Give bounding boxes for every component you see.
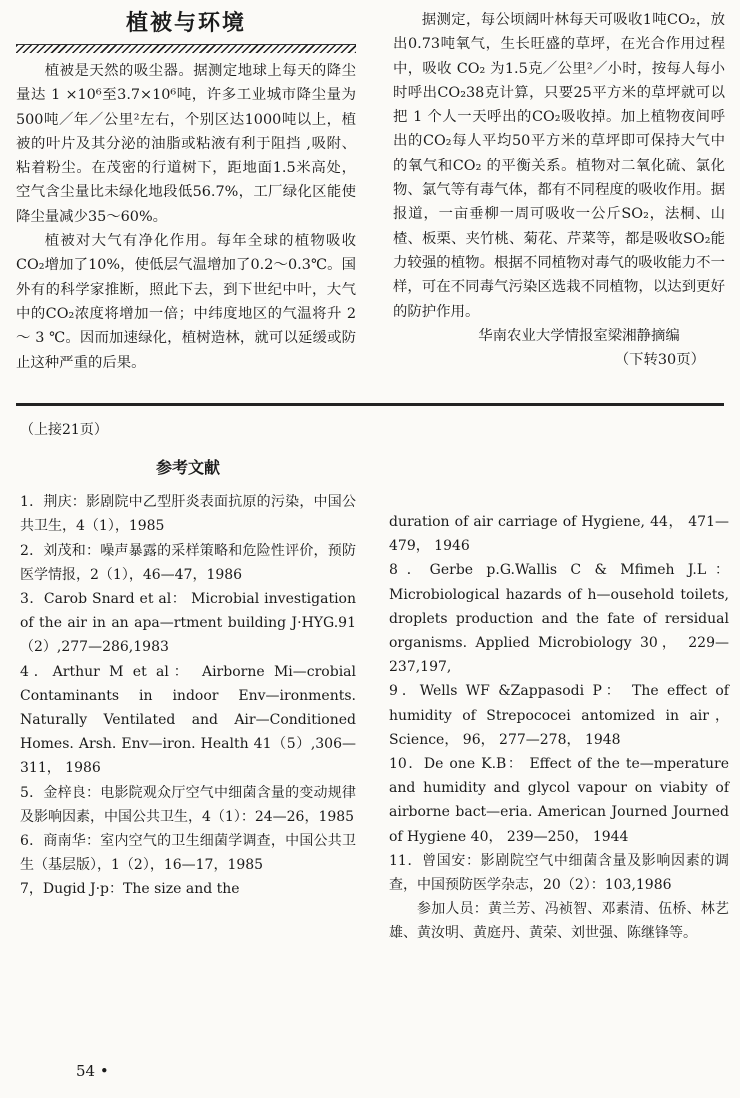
reference-item: 2．刘茂和：噪声暴露的采样策略和危险性评价，预防医学情报，2（1），46—47，1986	[20, 542, 356, 583]
article-title: 植被与环境	[125, 11, 246, 36]
reference-item: 6．商南华：室内空气的卫生细菌学调查，中国公共卫生（基层版），1（2），16—17，1985	[20, 833, 356, 874]
article-signature: 华南农业大学情报室梁湘静摘编	[478, 327, 680, 344]
article-paragraph: 植被对大气有净化作用。每年全球的植物吸收CO₂增加了10%，使低层气温增加了0.2～0.3℃。国外有的科学家推断，照此下去，到下世纪中叶，大气中的CO₂浓度将增加一倍；中纬度地区的气温将升 2 ～ 3 ℃。因而加速绿化，植树造林，就可以延缓或防止这种严重的后果。	[16, 233, 356, 371]
section-divider	[16, 403, 724, 406]
article-left-column	[16, 8, 356, 375]
references-left-column	[20, 418, 356, 902]
reference-item: 1．荆庆：影剧院中乙型肝炎表面抗原的污染，中国公共卫生，4（1），1985	[20, 494, 356, 535]
reference-item: 7，Dugid J·p：The size and the	[20, 881, 240, 898]
continued-from-note: （上接21页）	[20, 422, 108, 438]
reference-item: duration of air carriage of Hygiene, 44， 471—479， 1946	[389, 514, 729, 555]
reference-item: 11．曾国安：影剧院空气中细菌含量及影响因素的调查，中国预防医学杂志，20（2）：103,1986	[389, 852, 729, 894]
article-right-column	[393, 8, 725, 372]
title-ornament-divider	[16, 44, 356, 53]
article-paragraph: 植被是天然的吸尘器。据测定地球上每天的降尘量达 1 ×10⁶至3.7×10⁶吨，许多工业城市降尘量为500吨／年／公里²左右，个别区达1000吨以上，植被的叶片及其分泌的油脂或粘液有利于阻挡 ,吸附、粘着粉尘。在茂密的行道树下，距地面1.5米高处， 空气含尘量比未绿化地段低56.7%，工厂绿化区能使降尘量减少35～60%。	[16, 63, 356, 225]
reference-item: 9．Wells WF &Zappasodi P： The effect of humidity of Strepococei antomized in air， Science， 96， 277—278， 1948	[389, 683, 729, 748]
continued-note: （下转30页）	[614, 352, 705, 369]
reference-item: 10．De one K.B： Effect of the te—mperature and humidity and glycol vapour on viabity of airborne bact—eria. American Journed Journed of Hygiene 40， 239—250， 1944	[389, 756, 729, 845]
reference-item: 5．金梓良：电影院观众厅空气中细菌含量的变动规律及影响因素，中国公共卫生，4（1）：24—26，1985	[20, 784, 356, 825]
reference-item: 4．Arthur M et al： Airborne Mi—crobial Contaminants in indoor Env—ironments. Naturally Ventilated and Air—Conditioned Homes. Arsh. Env—iron. Health 41（5）,306—311， 1986	[20, 663, 356, 777]
reference-item: 3．Carob Snard et al： Microbial investigation of the air in an apa—rtment building J·HYG.91（2）,277—286,1983	[20, 591, 356, 656]
article-paragraph: 据测定，每公顷阔叶林每天可吸收1吨CO₂，放出0.73吨氧气，生长旺盛的草坪，在光合作用过程中，吸收 CO₂ 为1.5克／公里²／小时，按每人每小时呼出CO₂38克计算，只要25平方米的草坪就可以把 1 个人一天呼出的CO₂吸收掉。加上植物夜间呼出的CO₂每人平均50平方米的草坪即可保持大气中的氧气和CO₂ 的平衡关系。植物对二氧化硫、氯化物、氯气等有毒气体，都有不同程度的吸收作用。据报道，一亩垂柳一周可吸收一公斤SO₂，法桐、山楂、板栗、夹竹桃、菊花、芹菜等，都是吸收SO₂能力较强的植物。根据不同植物对毒气的吸收能力不一样，可在不同毒气污染区选栽不同植物，以达到更好的防护作用。	[393, 12, 725, 320]
references-title: 参考文献	[155, 458, 220, 478]
reference-item: 8．Gerbe p.G.Wallis C & Mfimeh J.L： Microbiological hazards of h—ousehold toilets, droplets production and the fate of rersidual organisms. Applied Microbiology 30， 229—237,197,	[389, 562, 729, 676]
references-right-column	[389, 510, 729, 946]
page-number: 54 •	[76, 1062, 109, 1080]
participants-note: 参加人员：黄兰芳、冯祯智、邓素清、伍桥、林艺雄、黄汝明、黄庭丹、黄荣、刘世强、陈继锋等。	[389, 901, 729, 942]
